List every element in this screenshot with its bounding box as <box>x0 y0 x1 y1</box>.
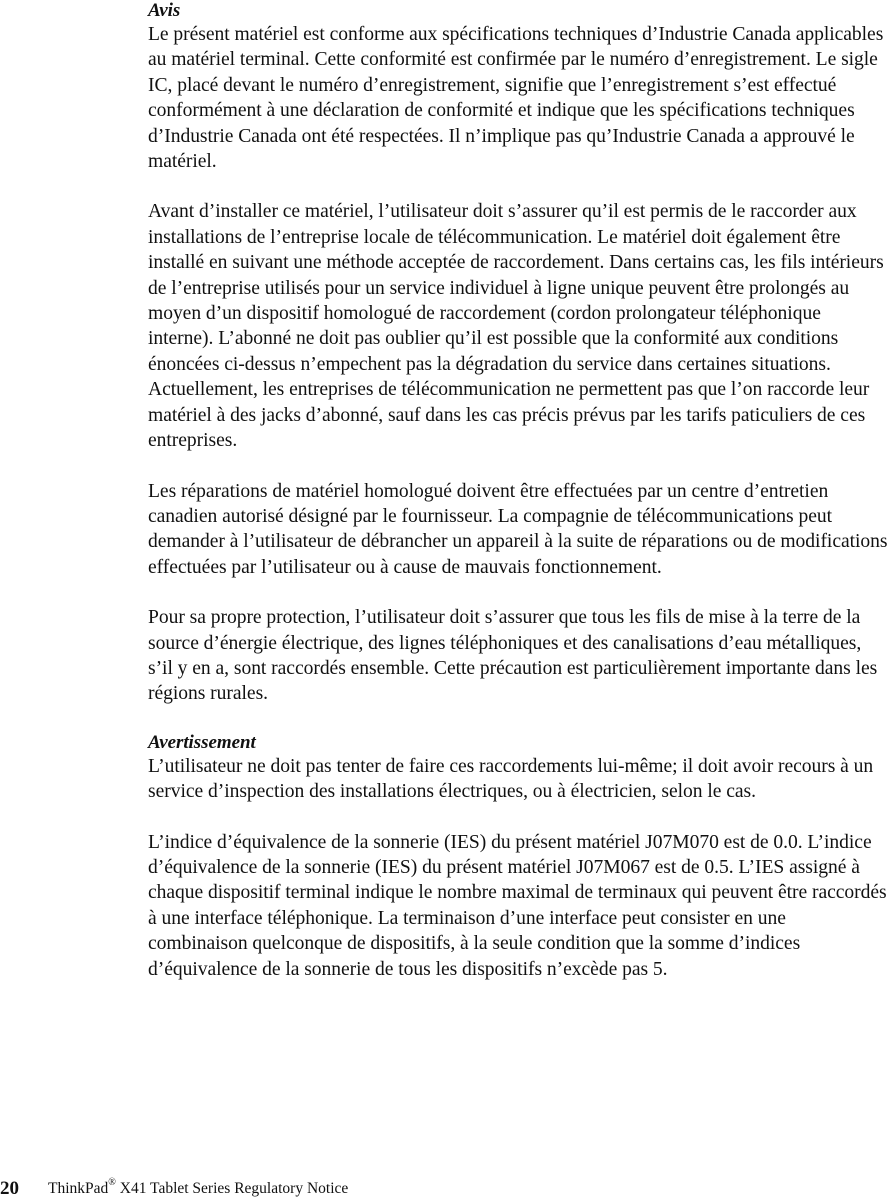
paragraph-repairs: Les réparations de matériel homologué doivent être effectuées par un centre d’entretien canadien autorisé désigné par le fournisseur. La compagnie de télécommunications peut demander à l’utilisateur de débrancher un appareil à la suite de réparations ou de modifications effectuées par l’utilisateur ou à cause de mauvais fonctionnement. <box>148 480 888 578</box>
footer-title-suffix: X41 Tablet Series Regulatory Notice <box>115 1180 349 1197</box>
footer-title <box>48 1177 349 1198</box>
paragraph-gap <box>148 580 888 605</box>
paragraph-warning: L’utilisateur ne doit pas tenter de faire ces raccordements lui-même; il doit avoir recours à un service d’inspection des installations électriques, ou à électricien, selon le cas. <box>148 755 874 803</box>
page-number: 20 <box>0 1178 19 1199</box>
footer-title-prefix: ThinkPad <box>48 1180 109 1197</box>
paragraph-grounding: Pour sa propre protection, l’utilisateur doit s’assurer que tous les fils de mise à la terre de la source d’énergie électrique, des lignes téléphoniques et des canalisations d’eau métalliques, s’il y en a, sont raccordés ensemble. Cette précaution est particulièrement importante dans les régions rurales. <box>148 607 878 705</box>
registered-mark: ® <box>108 1177 116 1188</box>
heading-avis: Avis <box>148 0 181 21</box>
paragraph-conformity: Le présent matériel est conforme aux spécifications techniques d’Industrie Canada applicables au matériel terminal. Cette conformité est confirmée par le numéro d’enregistrement. Le sigle IC, placé devant le numéro d’enregistrement, signifie que l’enregistrement s’est effectué conformément à une déclaration de conformité et indique que les spécifications techniques d’Industrie Canada ont été respectées. Il n’implique pas qu’Industrie Canada a approuvé le matériel. <box>148 24 884 173</box>
paragraph-gap <box>148 174 888 199</box>
paragraph-gap <box>148 805 888 830</box>
document-body <box>148 0 888 982</box>
paragraph-installation: Avant d’installer ce matériel, l’utilisateur doit s’assurer qu’il est permis de le raccorder aux installations de l’entreprise locale de télécommunication. Le matériel doit également être installé en suivant une méthode acceptée de raccordement. Dans certains cas, les fils intérieurs de l’entreprise utilisés pour un service individuel à ligne unique peuvent être prolongés au moyen d’un dispositif homologué de raccordement (cordon prolongateur téléphonique interne). L’abonné ne doit pas oublier qu’il est possible que la conformité aux conditions énoncées ci-dessus n’empechent pas la dégradation du service dans certaines situations. Actuellement, les entreprises de télécommunication ne permettent pas que l’on raccorde leur matériel à des jacks d’abonné, sauf dans les cas précis prévus par les tarifs paticuliers de ces entreprises. <box>148 201 884 452</box>
paragraph-ies: L’indice d’équivalence de la sonnerie (IES) du présent matériel J07M070 est de 0.0. L’indice d’équivalence de la sonnerie (IES) du présent matériel J07M067 est de 0.5. L’IES assigné à chaque dispositif terminal indique le nombre maximal de terminaux qui peuvent être raccordés à une interface téléphonique. La terminaison d’une interface peut consister en une combinaison quelconque de dispositifs, à la seule condition que la somme d’indices d’équivalence de la sonnerie de tous les dispositifs n’excède pas 5. <box>148 831 887 980</box>
heading-avertissement: Avertissement <box>148 731 256 753</box>
page-footer <box>0 1174 888 1198</box>
paragraph-gap <box>148 707 888 732</box>
paragraph-gap <box>148 454 888 479</box>
